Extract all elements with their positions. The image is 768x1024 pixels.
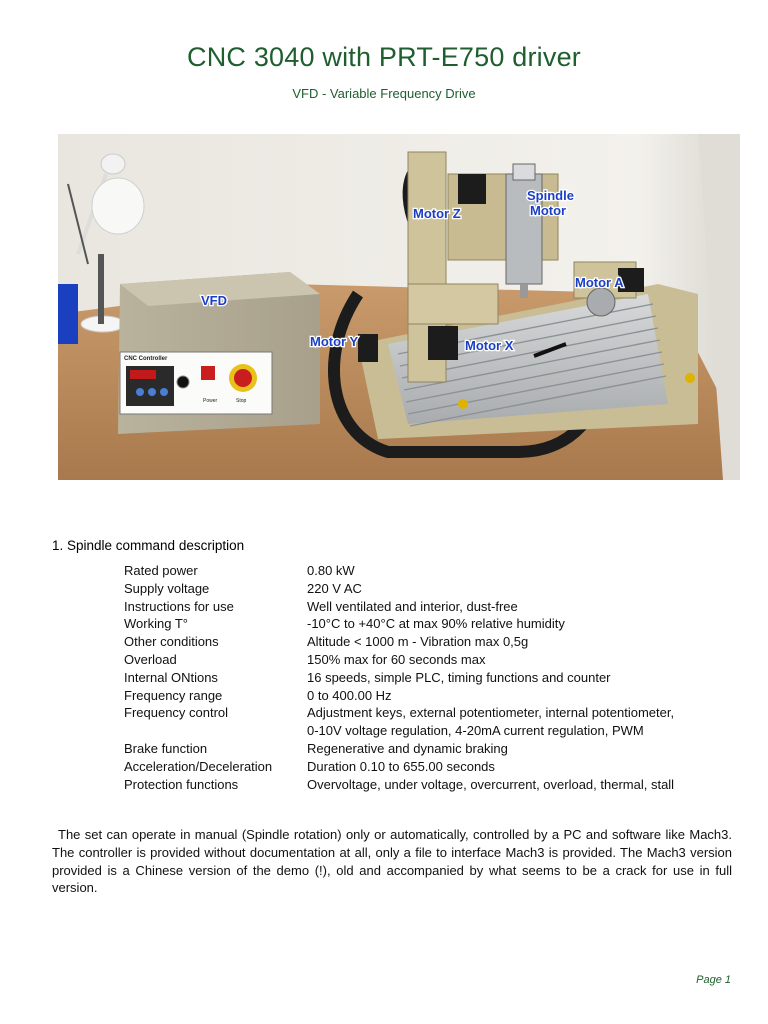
section-heading: 1. Spindle command description: [52, 538, 245, 553]
body-paragraph: The set can operate in manual (Spindle rotation) only or automatically, controlled by a PC and software like Mach3. The controller is provided without documentation at all, only a file to interface Mach3 is provided. The Mach3 version provided is a Chinese version of the demo (!), old and accompanied by what seems to be a crack for use in full version.: [52, 827, 732, 896]
table-row: [124, 651, 737, 669]
label-motor-y: Motor Y: [310, 334, 359, 349]
controller-stop-label: Stop: [236, 398, 247, 404]
spec-key: Other conditions: [124, 634, 219, 650]
spec-value: -10°C to +40°C at max 90% relative humidity: [307, 616, 565, 632]
label-vfd: VFD: [201, 293, 227, 308]
table-row: [124, 687, 737, 705]
cnc-machine-photo: [58, 134, 740, 480]
table-row: [124, 562, 737, 580]
spec-value: Altitude < 1000 m - Vibration max 0,5g: [307, 634, 529, 650]
spec-value: 0.80 kW: [307, 563, 355, 578]
label-motor-a: Motor A: [575, 275, 624, 290]
table-row: [124, 704, 737, 740]
label-motor-x: Motor X: [465, 338, 514, 353]
spec-value: Duration 0.10 to 655.00 seconds: [307, 758, 495, 774]
table-row: [124, 633, 737, 651]
label-spindle-line2: Motor: [530, 203, 567, 218]
spec-value: 0 to 400.00 Hz: [307, 687, 392, 703]
spec-key: Overload: [124, 651, 177, 667]
controller-panel-title: CNC Controller: [124, 356, 168, 362]
spec-key: Supply voltage: [124, 580, 210, 596]
spec-key: Instructions for use: [124, 598, 234, 614]
spec-key: Internal ONtions: [124, 669, 218, 685]
spec-value-line: 0-10V voltage regulation, 4-20mA current regulation, PWM: [307, 723, 644, 739]
spec-value-line: Adjustment keys, external potentiometer, internal potentiometer,: [307, 705, 675, 721]
spec-value: Regenerative and dynamic braking: [307, 740, 508, 756]
spec-key: Rated power: [124, 563, 198, 578]
table-row: [124, 580, 737, 598]
table-row: [124, 669, 737, 687]
page-subtitle: VFD - Variable Frequency Drive: [292, 86, 476, 101]
spec-key: Acceleration/Deceleration: [124, 758, 273, 774]
spec-value: 220 V AC: [307, 580, 362, 596]
spec-value: 150% max for 60 seconds max: [307, 651, 486, 667]
label-motor-z: Motor Z: [413, 206, 461, 221]
spec-key: Frequency control: [124, 705, 229, 721]
spec-value-multiline: [307, 704, 737, 740]
spec-key: Brake function: [124, 740, 208, 756]
table-row: [124, 776, 737, 794]
spec-value: 16 speeds, simple PLC, timing functions and counter: [307, 669, 611, 685]
spec-table: [124, 562, 737, 793]
spec-value: Overvoltage, under voltage, overcurrent, overload, thermal, stall: [307, 776, 675, 792]
spec-key: Working T°: [124, 616, 188, 632]
page-title: CNC 3040 with PRT-E750 driver: [187, 42, 581, 72]
table-row: [124, 598, 737, 616]
table-row: [124, 615, 737, 633]
spec-key: Protection functions: [124, 776, 239, 792]
spec-key: Frequency range: [124, 687, 223, 703]
table-row: [124, 758, 737, 776]
table-row: [124, 740, 737, 758]
page-number: Page 1: [696, 974, 731, 986]
spec-value: Well ventilated and interior, dust-free: [307, 598, 518, 614]
controller-power-label: Power: [203, 398, 218, 404]
label-spindle-line1: Spindle: [527, 188, 574, 203]
